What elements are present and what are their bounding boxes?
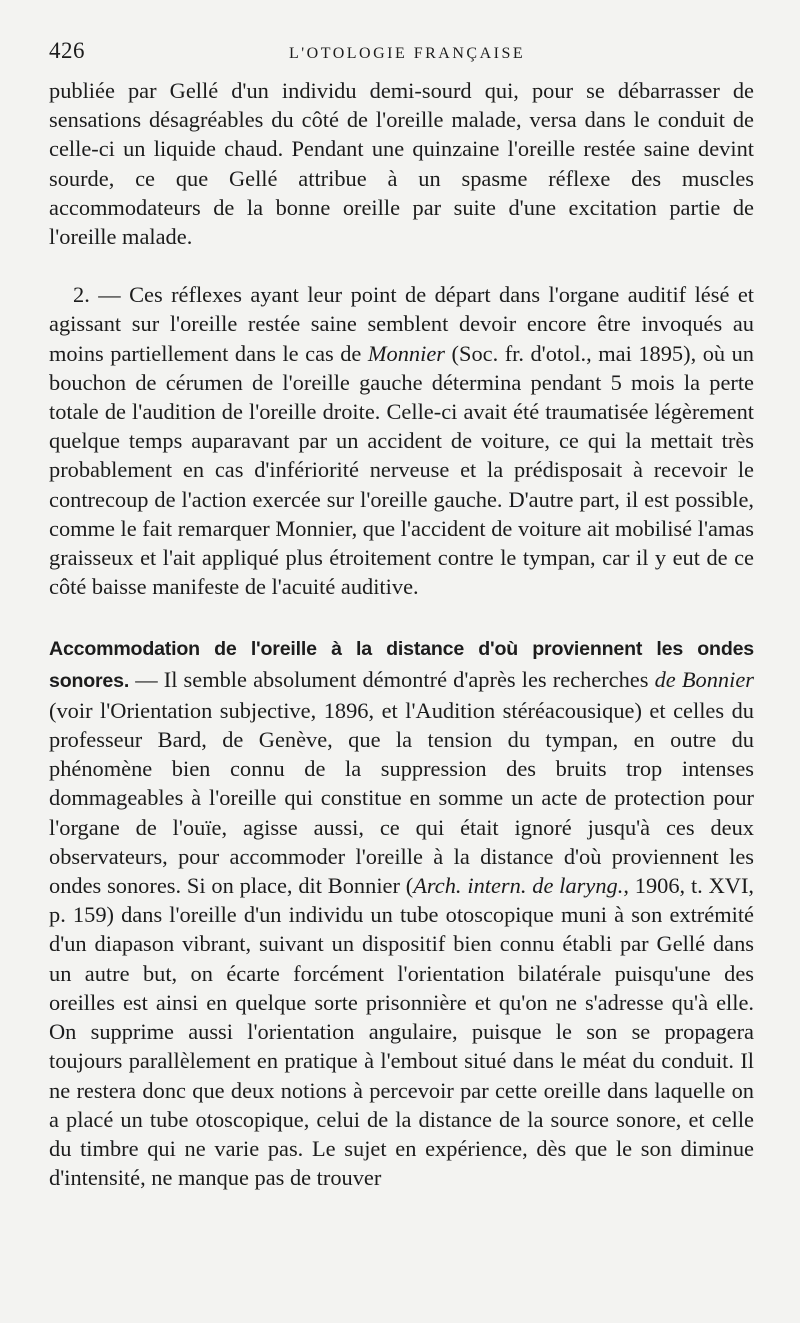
paragraph-accommodation	[49, 633, 754, 1192]
running-head	[49, 38, 754, 76]
page-number: 426	[49, 38, 85, 63]
paragraph-text: — Il semble absolument démontré d'après les recherches	[129, 666, 655, 692]
author-name-monnier: Monnier	[367, 340, 446, 366]
paragraph-monnier-case	[49, 280, 754, 601]
paragraph-text: 2. — Ces réflexes ayant leur point de départ dans l'organe auditif lésé et agissant sur l'oreille restée saine semblent devoir encore être invoqués au moins partiellement dans le cas de	[49, 282, 754, 366]
paragraph-text: (voir l'Orientation subjective, 1896, et l'Audition stéréacousique) et celles du professeur Bard, de Genève, que la tension du tympan, en outre du phénomène bien connu de la suppression des bruits trop intenses dommageables à l'oreille qui constitue en somme un acte de protection pour l'organe de l'ouïe, agisse aussi, ce qui était ignoré jusqu'à ces deux observateurs, pour accommoder l'oreille à la distance d'où proviennent les ondes sonores. Si on place, dit Bonnier (	[49, 697, 754, 899]
running-title: L'OTOLOGIE FRANÇAISE	[289, 45, 526, 62]
paragraph-gelle-case: publiée par Gellé d'un individu demi-sourd qui, pour se débarrasser de sensations désagréables du côté de l'oreille malade, versa dans le conduit de celle-ci un liquide chaud. Pendant une quinzaine l'oreille restée saine devint sourde, ce que Gellé attribue à un spasme réflexe des muscles accommodateurs de la bonne oreille par suite d'une excitation partie de l'oreille malade.	[49, 78, 754, 250]
section-heading: Accommodation de l'oreille à la distance d'où proviennent les ondes sonores.	[49, 638, 754, 692]
paragraph-text: (Soc. fr. d'otol., mai 1895), où un bouchon de cérumen de l'oreille gauche détermina pendant 5 mois la perte totale de l'audition de l'oreille droite. Celle-ci avait été traumatisée légèrement quelque temps auparavant par un accident de voiture, ce qui la mettait très probablement en cas d'infériorité nerveuse et la prédisposait à recevoir le contrecoup de l'action exercée sur l'oreille gauche. D'autre part, il est possible, comme le fait remarquer Monnier, que l'accident de voiture ait mobilisé l'amas graisseux et l'ait appliqué plus étroitement contre le tympan, car il y eut de ce côté baisse manifeste de l'acuité auditive.	[49, 340, 754, 600]
journal-reference: Arch. intern. de laryng.	[413, 873, 624, 899]
author-name-bonnier: de Bonnier	[654, 666, 754, 692]
paragraph-text: , 1906, t. XVI, p. 159) dans l'oreille d'un individu un tube otoscopique muni à son extrémité d'un diapason vibrant, suivant un dispositif bien connu établi par Gellé dans un autre but, on écarte forcément l'orientation bilatérale puisqu'une des oreilles est ainsi en quelque sorte prisonnière et qu'on ne s'adresse qu'à elle. On supprime aussi l'orientation angulaire, puisque le son se propagera toujours parallèlement en pratique à l'embout situé dans le méat du conduit. Il ne restera donc que deux notions à percevoir par cette oreille dans laquelle on a placé un tube otoscopique, celui de la distance de la source sonore, et celle du timbre qui ne varie pas. Le sujet en expérience, dès que le son diminue d'intensité, ne manque pas de trouver	[49, 873, 755, 1191]
